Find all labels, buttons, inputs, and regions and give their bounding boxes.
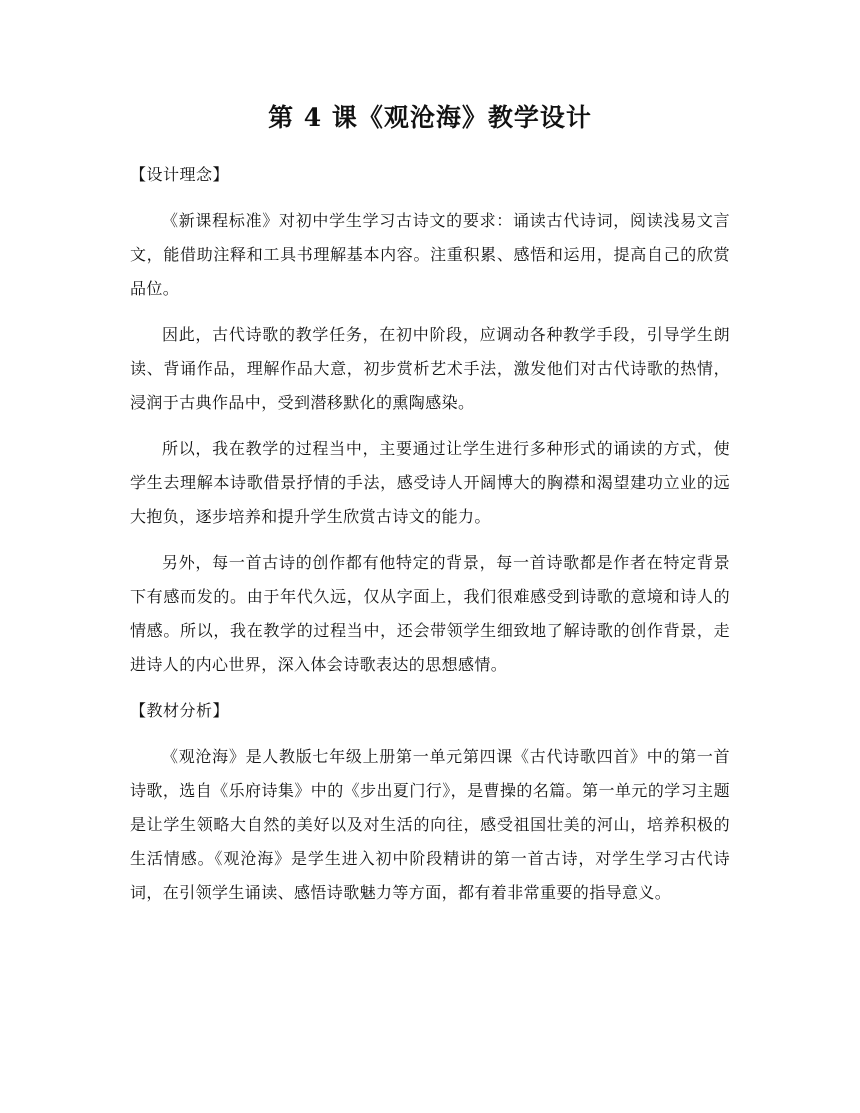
section-design-concept (130, 158, 730, 682)
section-heading: 【设计理念】 (130, 165, 230, 184)
paragraph: 《新课程标准》对初中学生学习古诗文的要求：诵读古代诗词，阅读浅易文言文，能借助注释和工具书理解基本内容。注重积累、感悟和运用，提高自己的欣赏品位。 (130, 211, 730, 298)
section-heading: 【教材分析】 (130, 701, 230, 720)
paragraph: 另外，每一首古诗的创作都有他特定的背景，每一首诗歌都是作者在特定背景下有感而发的。由于年代久远，仅从字面上，我们很难感受到诗歌的意境和诗人的情感。所以，我在教学的过程当中，还会带领学生细致地了解诗歌的创作背景，走进诗人的内心世界，深入体会诗歌表达的思想感情。 (130, 553, 730, 674)
paragraph: 所以，我在教学的过程当中，主要通过让学生进行多种形式的诵读的方式，使学生去理解本诗歌借景抒情的手法，感受诗人开阔博大的胸襟和渴望建功立业的远大抱负，逐步培养和提升学生欣赏古诗文的能力。 (130, 439, 730, 526)
document-body (130, 158, 730, 922)
paragraph: 《观沧海》是人教版七年级上册第一单元第四课《古代诗歌四首》中的第一首诗歌，选自《乐府诗集》中的《步出夏门行》，是曹操的名篇。第一单元的学习主题是让学生领略大自然的美好以及对生活的向往，感受祖国壮美的河山，培养积极的生活情感。《观沧海》是学生进入初中阶段精讲的第一首古诗，对学生学习古代诗词，在引领学生诵读、感悟诗歌魅力等方面，都有着非常重要的指导意义。 (130, 747, 730, 902)
section-textbook-analysis (130, 694, 730, 910)
document-title: 第 4 课《观沧海》教学设计 (268, 103, 592, 132)
paragraph: 因此，古代诗歌的教学任务，在初中阶段，应调动各种教学手段，引导学生朗读、背诵作品，理解作品大意，初步赏析艺术手法，激发他们对古代诗歌的热情，浸润于古典作品中，受到潜移默化的熏陶感染。 (130, 325, 730, 412)
